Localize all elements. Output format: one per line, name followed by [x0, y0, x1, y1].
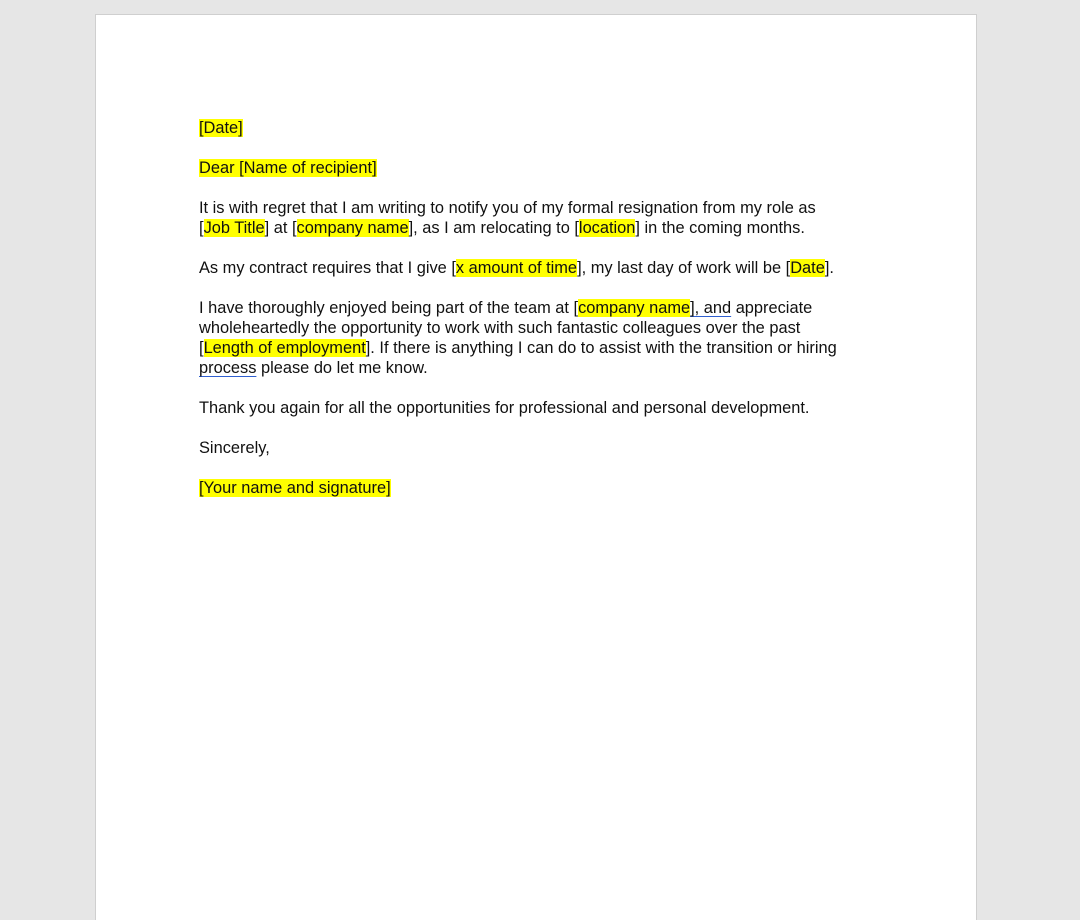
bracket-text: [: [199, 339, 204, 357]
job-title-placeholder: Job Title: [203, 219, 265, 237]
signature-line: [199, 478, 899, 498]
grammar-flag[interactable]: ], and: [690, 299, 732, 317]
static-text: ] at [: [264, 219, 297, 237]
date-placeholder: [Date]: [199, 119, 243, 137]
static-text: ], my last day of work will be [: [577, 259, 791, 277]
closing-line: [199, 438, 899, 458]
signature-placeholder: [Your name and signature]: [199, 479, 391, 497]
date-line: [199, 118, 899, 138]
salutation-line: [199, 158, 899, 178]
bracket-text: [: [199, 219, 204, 237]
static-text: please do let me know.: [256, 359, 428, 377]
paragraph-notice: [199, 258, 899, 278]
document-page[interactable]: [95, 14, 977, 920]
static-text: ], as I am relocating to [: [408, 219, 579, 237]
static-text: I have thoroughly enjoyed being part of the team at [: [199, 299, 579, 317]
paragraph-appreciation-line-2: wholeheartedly the opportunity to work with such fantastic colleagues over the past: [199, 319, 801, 337]
paragraph-resignation-line-2: [199, 218, 899, 238]
company-name-placeholder: company name: [296, 219, 409, 237]
static-text: As my contract requires that I give [: [199, 259, 456, 277]
last-day-date-placeholder: Date: [790, 259, 825, 277]
letter-body[interactable]: [199, 118, 899, 518]
salutation-placeholder: Dear [Name of recipient]: [199, 159, 377, 177]
notice-period-placeholder: x amount of time: [455, 259, 578, 277]
static-text: ] in the coming months.: [635, 219, 805, 237]
paragraph-resignation: [199, 198, 899, 238]
grammar-flag[interactable]: process: [199, 359, 257, 377]
company-name-placeholder: company name: [578, 299, 691, 317]
static-text: ].: [824, 259, 834, 277]
paragraph-resignation-line-1: It is with regret that I am writing to notify you of my formal resignation from my role as: [199, 199, 816, 217]
paragraph-appreciation: [199, 298, 899, 378]
thanks-text: Thank you again for all the opportunities for professional and personal development.: [199, 399, 810, 417]
employment-length-placeholder: Length of employment: [203, 339, 366, 357]
paragraph-thanks: [199, 398, 899, 418]
location-placeholder: location: [578, 219, 636, 237]
closing-text: Sincerely,: [199, 439, 270, 457]
static-text: ]. If there is anything I can do to assist with the transition or hiring: [365, 339, 837, 357]
static-text: appreciate: [731, 299, 813, 317]
